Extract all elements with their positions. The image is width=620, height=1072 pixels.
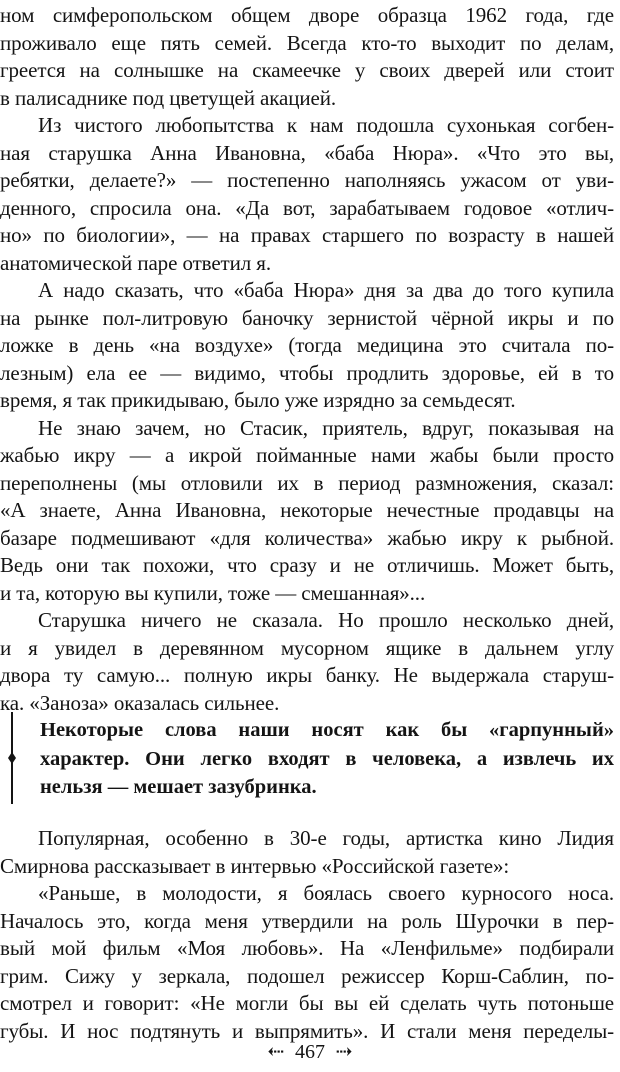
- text-line: Старушка ничего не сказала. Но прошло несколько дней,: [38, 608, 614, 632]
- text-line: Началось это, когда меня утвердили на роль Шурочки в пер-: [0, 908, 614, 933]
- page-number: 467: [295, 1041, 325, 1063]
- text-line: смотрел и говорит: «Не могли бы вы ей сделать чуть потоньше: [0, 991, 614, 1015]
- text-line: базаре подмешивают «для количества» жабью икру к рыбной.: [0, 525, 614, 550]
- text-line: денного, спросила она. «Да вот, зарабатываем годовое «отлич-: [0, 195, 614, 220]
- text-line: в палисаднике под цветущей акацией.: [0, 85, 337, 110]
- text-line: лезным) ела ее — видимо, чтобы продлить здоровье, ей в то: [0, 360, 614, 385]
- text-line: Популярная, особенно в 30-е годы, артистка кино Лидия: [38, 826, 614, 850]
- right-arrow-icon: ⇢: [335, 1041, 353, 1063]
- text-block-bottom: [0, 825, 614, 1045]
- callout-vertical-rule: [6, 712, 18, 804]
- text-line: Из чистого любопытства к нам подошла сухонькая согбен-: [38, 113, 614, 137]
- text-line: грим. Сижу у зеркала, подошел режиссер Корш-Саблин, по-: [0, 963, 614, 988]
- text-line: анатомической паре ответил я.: [0, 250, 272, 275]
- text-line: переполнены (мы отловили их в период размножения, сказал:: [0, 470, 614, 495]
- text-line: вый мой фильм «Моя любовь». На «Ленфильме» подбирали: [0, 936, 614, 960]
- text-line: «А знаете, Анна Ивановна, некоторые нечестные продавцы на: [0, 498, 614, 522]
- text-line: на рынке пол-литровую баночку зернистой чёрной икры и по: [0, 305, 614, 330]
- callout-line: Некоторые слова наши носят как бы «гарпунный»: [40, 719, 614, 741]
- callout-text: [40, 716, 614, 802]
- text-line: греется на солнышке на скамеечке у своих дверей или стоит: [0, 58, 614, 82]
- text-line: «Раньше, в молодости, я боялась своего курносого носа.: [38, 881, 614, 905]
- text-line: губы. И нос подтянуть и выпрямить». И стали меня переделы-: [0, 1018, 614, 1043]
- text-line: ная старушка Анна Ивановна, «баба Нюра». «Что это вы,: [0, 140, 614, 165]
- text-line: ребятки, делаете?» — постепенно наполняясь ужасом от уви-: [0, 168, 614, 192]
- text-line: Не знаю зачем, но Стасик, приятель, вдруг, показывая на: [38, 415, 614, 440]
- text-line: ном симферопольском общем дворе образца 1962 года, где: [0, 3, 614, 27]
- callout-box: [0, 712, 620, 804]
- text-line: ка. «Заноза» оказалась сильнее.: [0, 690, 280, 715]
- text-line: А надо сказать, что «баба Нюра» дня за два до того купила: [38, 278, 614, 302]
- page-footer: [0, 1038, 620, 1066]
- text-line: Ведь они так похожи, что сразу и не отличишь. Может быть,: [0, 553, 614, 577]
- text-line: Смирнова рассказывает в интервью «Российской газете»:: [0, 853, 510, 878]
- text-line: ложке в день «на воздухе» (тогда медицина это считала по-: [0, 333, 614, 357]
- text-line: жабью икру — а икрой пойманные нами жабы были просто: [0, 443, 614, 467]
- text-line: но» по биологии», — на правах старшего по возрасту в нашей: [0, 223, 614, 247]
- text-line: проживало еще пять семей. Всегда кто-то выходит по делам,: [0, 30, 614, 55]
- text-block-top: [0, 2, 614, 717]
- left-arrow-icon: ⇠: [267, 1041, 285, 1063]
- callout-line: характер. Они легко входят в человека, а извлечь их: [40, 747, 614, 770]
- text-line: и я увидел в деревянном мусорном ящике в дальнем углу: [0, 635, 614, 660]
- text-line: и та, которую вы купили, тоже — смешанная»...: [0, 580, 426, 605]
- text-line: двора ту самую... полную икры банку. Не выдержала старуш-: [0, 663, 614, 687]
- callout-line: нельзя — мешает зазубринка.: [40, 776, 317, 798]
- text-line: время, я так прикидываю, было уже изрядно за семьдесят.: [0, 388, 516, 412]
